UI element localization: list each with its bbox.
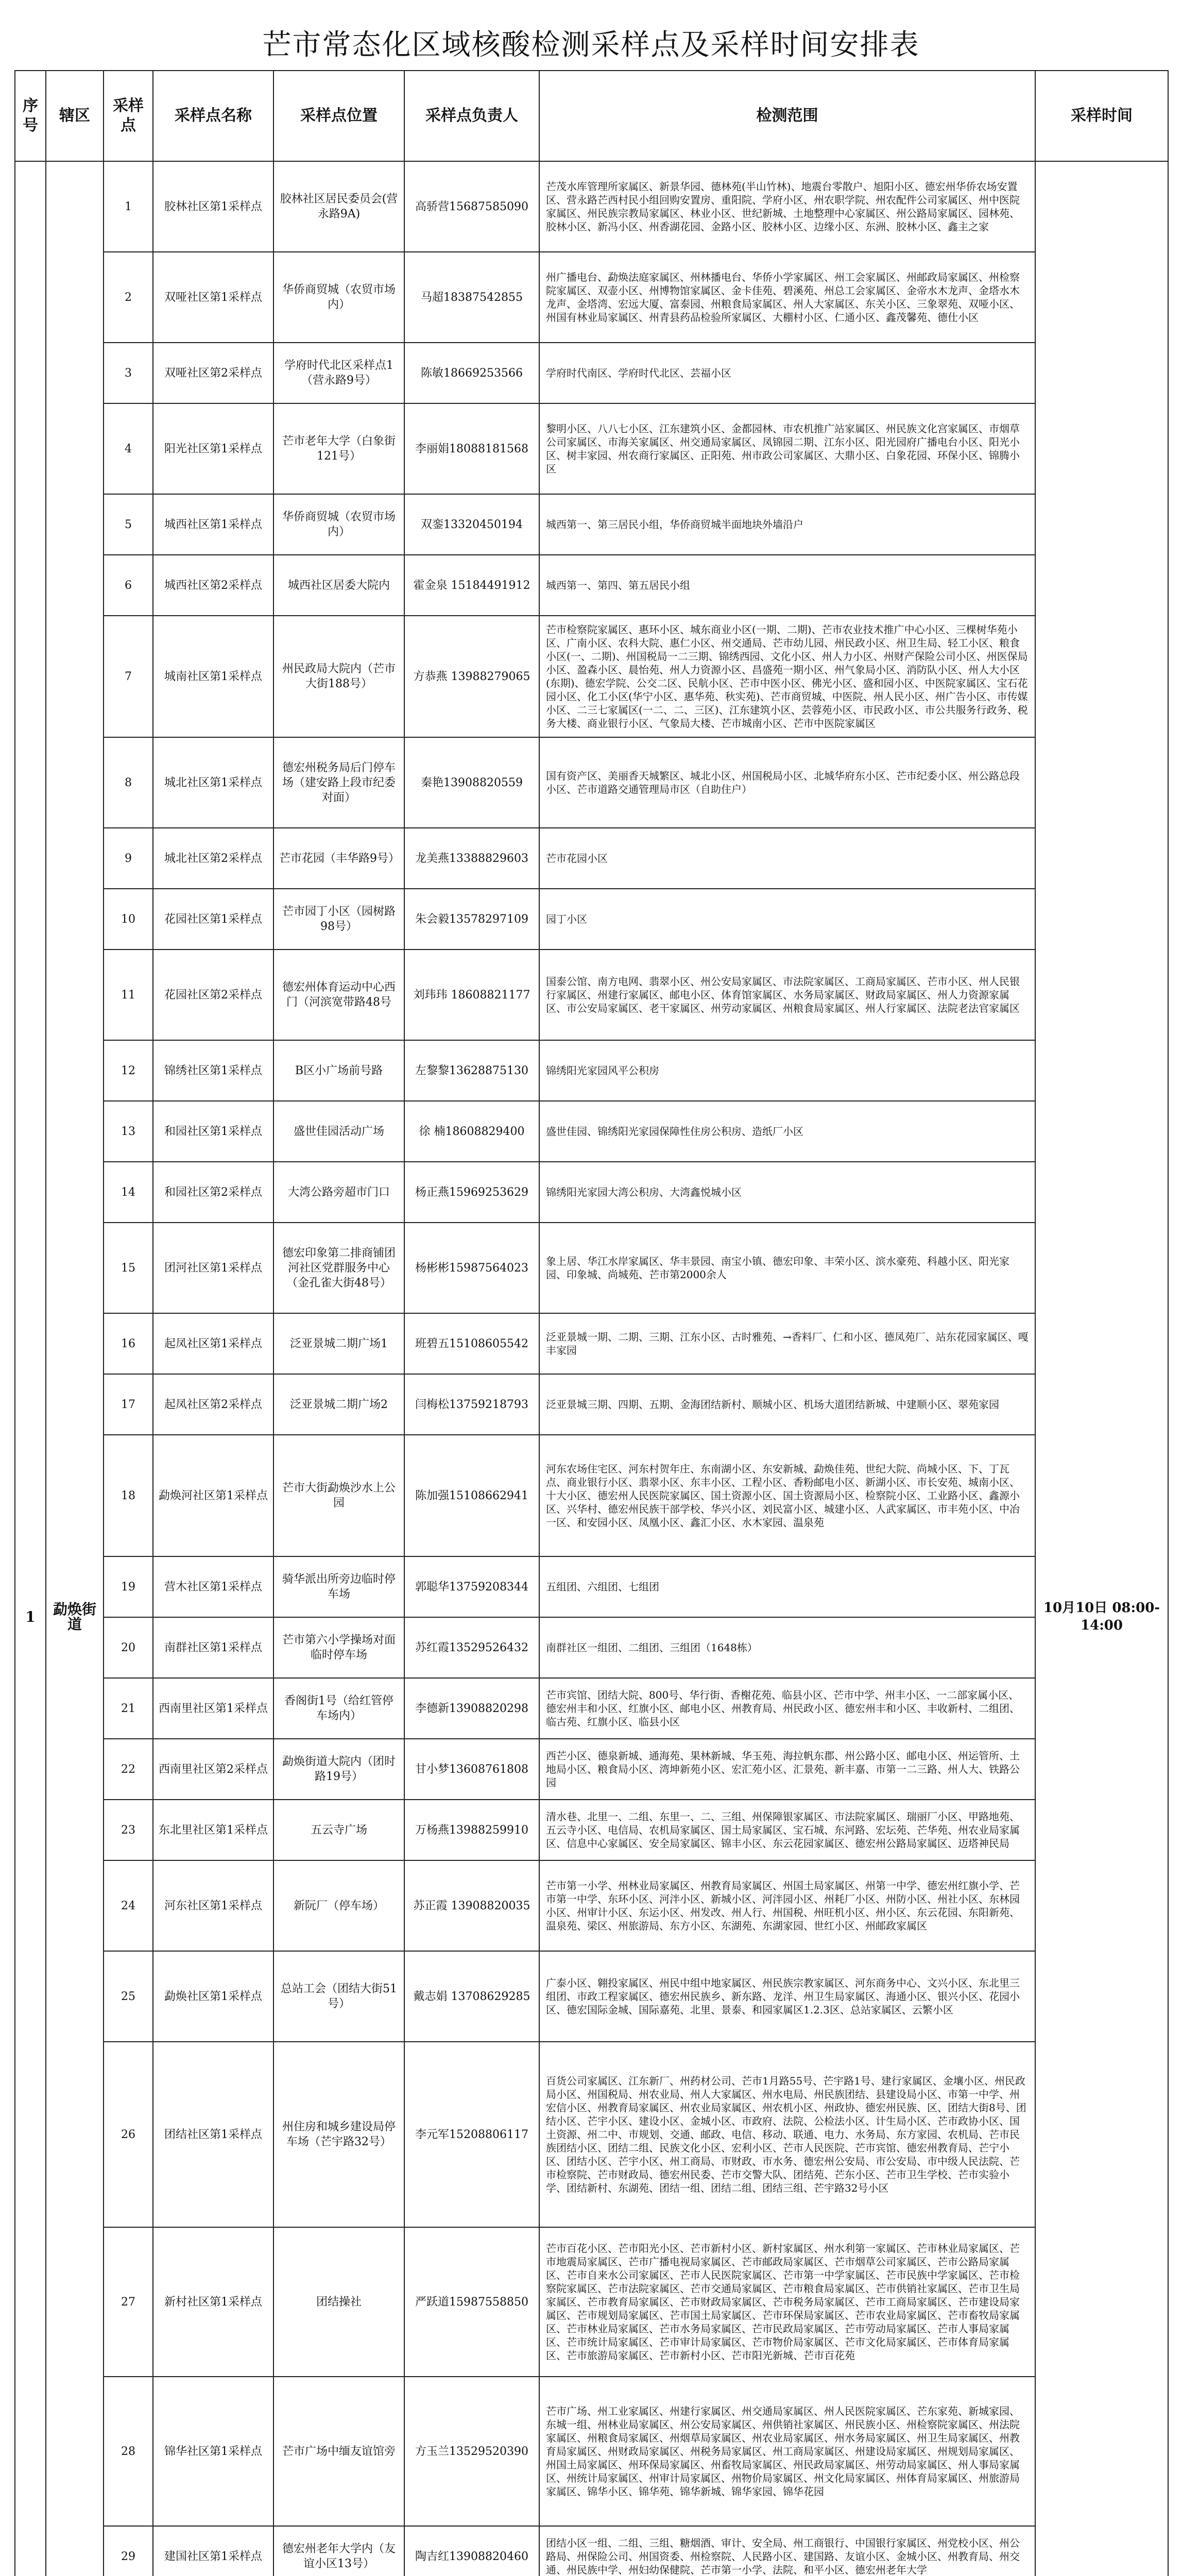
table-row	[15, 828, 1168, 889]
person-cell: 霍金泉 15184491912	[404, 555, 539, 616]
point-number-cell: 26	[104, 2042, 153, 2227]
person-cell: 苏红霞13529526432	[404, 1617, 539, 1678]
point-name-cell: 胶林社区第1采样点	[153, 161, 273, 252]
person-cell: 陈敏18669253566	[404, 343, 539, 403]
table-row	[15, 1739, 1168, 1800]
point-name-cell: 建国社区第1采样点	[153, 2526, 273, 2576]
point-number-cell: 29	[104, 2526, 153, 2576]
table-row	[15, 1374, 1168, 1435]
scope-cell: 锦绣阳光家园大湾公积房、大湾鑫悦城小区	[539, 1162, 1035, 1223]
point-location-cell: B区小广场前号路	[273, 1040, 404, 1101]
point-name-cell: 营木社区第1采样点	[153, 1556, 273, 1617]
scope-cell: 国有资产区、美丽香天城繁区、城北小区、州国税局小区、北城华府东小区、芒市纪委小区、州公路总段小区、芒市道路交通管理局市区（自助住户）	[539, 737, 1035, 828]
point-name-cell: 东北里社区第1采样点	[153, 1800, 273, 1860]
scope-cell: 城西第一、第四、第五居民小组	[539, 555, 1035, 616]
point-location-cell: 新阮厂（停车场）	[273, 1860, 404, 1951]
point-number-cell: 12	[104, 1040, 153, 1101]
scope-cell: 芒市花园小区	[539, 828, 1035, 889]
scope-cell: 芒市第一小学、州林业局家属区、州教育局家属区、州国土局家属区、州第一中学、德宏州红旗小学、芒市第一中学、东环小区、河泮小区、新城小区、河泮园小区、州耗厂小区、州防小区、州社小区、东林园小区、州审计小区、东运小区、州发改、州人行、州国税、州旺机小区、州小区、东云花园、东阳新苑、温泉苑、梁区、州旅游局、东方小区、东湖苑、东湖家园、世红小区、州邮政家属区	[539, 1860, 1035, 1951]
scope-cell: 芒市宾馆、团结大院、800号、华行街、香榭花苑、临县小区、芒市中学、州丰小区、一二部家属小区、德宏州丰和小区、红旗小区、邮电小区、州教育局、州民政小区、德宏州丰和小区、丰收新村、二组团、临古苑、红旗小区、临县小区	[539, 1678, 1035, 1739]
table-row	[15, 2042, 1168, 2227]
point-number-cell: 22	[104, 1739, 153, 1800]
scope-cell: 芒市广场、州工业家属区、州建行家属区、州交通局家属区、州人民医院家属区、芒东家苑、新城家园、东城一组、州林业局家属区、州公安局家属区、州供销社家属区、州民族小区、州检察院家属区、州法院家属区、州粮食局家属区、州烟草局家属区、州农业局家属区、州水务局家属区、州卫生局家属区、州教育局家属区、州财政局家属区、州税务局家属区、州工商局家属区、州建设局家属区、州规划局家属区、州国土局家属区、州环保局家属区、州畜牧局家属区、州民政局家属区、州劳动局家属区、州人事局家属区、州统计局家属区、州审计局家属区、州物价局家属区、州文化局家属区、州体育局家属区、州旅游局家属区、锦华小区、锦华苑、锦华新城、锦华家园、锦华花园	[539, 2377, 1035, 2526]
point-number-cell: 1	[104, 161, 153, 252]
header-scope: 检测范围	[539, 71, 1035, 161]
point-number-cell: 14	[104, 1162, 153, 1223]
scope-cell: 泛亚景城三期、四期、五期、金海团结新村、顺城小区、机场大道团结新城、中建顺小区、翠苑家园	[539, 1374, 1035, 1435]
point-name-cell: 勐焕社区第1采样点	[153, 1951, 273, 2042]
person-cell: 杨彬彬15987564023	[404, 1223, 539, 1313]
point-number-cell: 23	[104, 1800, 153, 1860]
point-number-cell: 8	[104, 737, 153, 828]
table-row	[15, 161, 1168, 252]
point-name-cell: 城北社区第1采样点	[153, 737, 273, 828]
point-number-cell: 19	[104, 1556, 153, 1617]
person-cell: 戴志娟 13708629285	[404, 1951, 539, 2042]
point-number-cell: 28	[104, 2377, 153, 2526]
point-name-cell: 起凤社区第1采样点	[153, 1313, 273, 1374]
header-seq: 序号	[15, 71, 46, 161]
scope-cell: 锦绣阳光家园风平公积房	[539, 1040, 1035, 1101]
person-cell: 龙美燕13388829603	[404, 828, 539, 889]
point-location-cell: 泛亚景城二期广场2	[273, 1374, 404, 1435]
table-row	[15, 889, 1168, 950]
point-name-cell: 城西社区第2采样点	[153, 555, 273, 616]
table-row	[15, 403, 1168, 494]
point-location-cell: 德宏州税务局后门停车场（建安路上段市纪委对面）	[273, 737, 404, 828]
scope-cell: 城西第一、第三居民小组，华侨商贸城半面地块外墙沿户	[539, 494, 1035, 555]
point-name-cell: 河东社区第1采样点	[153, 1860, 273, 1951]
point-location-cell: 香阁街1号（给红管停车场内）	[273, 1678, 404, 1739]
point-number-cell: 7	[104, 616, 153, 737]
point-location-cell: 勐焕街道大院内（团时路19号）	[273, 1739, 404, 1800]
point-name-cell: 南群社区第1采样点	[153, 1617, 273, 1678]
table-row	[15, 1162, 1168, 1223]
point-name-cell: 阳光社区第1采样点	[153, 403, 273, 494]
table-row	[15, 1617, 1168, 1678]
point-location-cell: 胶林社区居民委员会(营永路9A)	[273, 161, 404, 252]
scope-cell: 团结小区一组、二组、三组、糖烟酒、审计、安全局、州工商银行、中国银行家属区、州党校小区、州公路局、州保险公司、州国资委、州检察院、人民路小区、建国路、友谊小区、金城小区、州教育局、州交通、州民族中学、州妇幼保健院、芒市第一小学、法院、和平小区、德宏州老年大学	[539, 2526, 1035, 2576]
point-location-cell: 盛世佳园活动广场	[273, 1101, 404, 1162]
table-row	[15, 1556, 1168, 1617]
scope-cell: 芒市百花小区、芒市阳光小区、芒市新村小区、新村家属区、州水利第一家属区、芒市林业局家属区、芒市地震局家属区、芒市广播电视局家属区、芒市邮政局家属区、芒市烟草公司家属区、芒市公路局家属区、芒市自来水公司家属区、芒市人民医院家属区、芒市第一中学家属区、芒市民族中学家属区、芒市检察院家属区、芒市法院家属区、芒市交通局家属区、芒市粮食局家属区、芒市供销社家属区、芒市卫生局家属区、芒市教育局家属区、芒市财政局家属区、芒市税务局家属区、芒市工商局家属区、芒市建设局家属区、芒市规划局家属区、芒市国土局家属区、芒市环保局家属区、芒市农业局家属区、芒市畜牧局家属区、芒市林业局家属区、芒市水务局家属区、芒市民政局家属区、芒市劳动局家属区、芒市人事局家属区、芒市统计局家属区、芒市审计局家属区、芒市物价局家属区、芒市文化局家属区、芒市体育局家属区、芒市旅游局家属区、芒市新村小区、芒市阳光新城、芒市百花苑	[539, 2227, 1035, 2377]
point-number-cell: 5	[104, 494, 153, 555]
person-cell: 李德新13908820298	[404, 1678, 539, 1739]
scope-cell: 南群社区一组团、二组团、三组团（1648栋）	[539, 1617, 1035, 1678]
person-cell: 方恭燕 13988279065	[404, 616, 539, 737]
point-location-cell: 芒市老年大学（白象街121号）	[273, 403, 404, 494]
point-number-cell: 10	[104, 889, 153, 950]
point-name-cell: 起凤社区第2采样点	[153, 1374, 273, 1435]
point-number-cell: 11	[104, 950, 153, 1040]
table-row	[15, 950, 1168, 1040]
point-number-cell: 16	[104, 1313, 153, 1374]
person-cell: 万杨燕13988259910	[404, 1800, 539, 1860]
scope-cell: 园丁小区	[539, 889, 1035, 950]
point-number-cell: 3	[104, 343, 153, 403]
point-location-cell: 华侨商贸城（农贸市场内）	[273, 252, 404, 343]
scope-cell: 象上居、华江水岸家属区、华丰景园、南宝小镇、德宏印象、丰荣小区、滨水豪苑、科越小区、阳光家园、印象城、尚城苑、芒市第2000余人	[539, 1223, 1035, 1313]
point-name-cell: 双哑社区第1采样点	[153, 252, 273, 343]
header-person: 采样点负责人	[404, 71, 539, 161]
point-location-cell: 州民政局大院内（芒市大街188号）	[273, 616, 404, 737]
scope-cell: 黎明小区、八八七小区、江东建筑小区、金都园林、市农机推广站家属区、州民族文化宫家属区、市烟草公司家属区、市海关家属区、州交通局家属区、凤锦园二期、江东小区、阳光园府广播电台小区、阳光小区、树丰家园、州农商行家属区、正阳苑、州市政公司家属区、大鼎小区、白象花园、环保小区、锦腾小区	[539, 403, 1035, 494]
point-number-cell: 9	[104, 828, 153, 889]
point-name-cell: 花园社区第1采样点	[153, 889, 273, 950]
table-header-row	[15, 71, 1168, 161]
point-number-cell: 13	[104, 1101, 153, 1162]
table-row	[15, 1313, 1168, 1374]
point-number-cell: 20	[104, 1617, 153, 1678]
person-cell: 李丽娟18088181568	[404, 403, 539, 494]
scope-cell: 广泰小区、翱投家属区、州民中组中地家属区、州民族宗教家属区、河东商务中心、文兴小区、东北里三组团、市政工程家属区、德宏州民族乡、新东路、龙洋、州卫生局家属区、海通小区、银兴小区、花园小区、德宏国际金城、国际嘉苑、北里、景泰、和园家属区1.2.3区、总站家属区、云繁小区	[539, 1951, 1035, 2042]
point-location-cell: 大湾公路旁超市门口	[273, 1162, 404, 1223]
point-location-cell: 华侨商贸城（农贸市场内）	[273, 494, 404, 555]
table-row	[15, 2227, 1168, 2377]
person-cell: 徐 楠18608829400	[404, 1101, 539, 1162]
point-name-cell: 团结社区第1采样点	[153, 2042, 273, 2227]
scope-cell: 学府时代南区、学府时代北区、芸福小区	[539, 343, 1035, 403]
person-cell: 刘玮玮 18608821177	[404, 950, 539, 1040]
table-row	[15, 494, 1168, 555]
table-row	[15, 1951, 1168, 2042]
person-cell: 李元军15208806117	[404, 2042, 539, 2227]
table-row	[15, 2377, 1168, 2526]
table-row	[15, 343, 1168, 403]
scope-cell: 五组团、六组团、七组团	[539, 1556, 1035, 1617]
person-cell: 郭聪华13759208344	[404, 1556, 539, 1617]
scope-cell: 盛世佳园、锦绣阳光家园保障性住房公积房、造纸厂小区	[539, 1101, 1035, 1162]
table-row	[15, 555, 1168, 616]
point-name-cell: 和园社区第2采样点	[153, 1162, 273, 1223]
point-location-cell: 团结操社	[273, 2227, 404, 2377]
seq-cell: 1	[15, 161, 46, 2576]
person-cell: 马超18387542855	[404, 252, 539, 343]
point-number-cell: 25	[104, 1951, 153, 2042]
point-location-cell: 芒市花园（丰华路9号）	[273, 828, 404, 889]
point-location-cell: 芒市第六小学操场对面临时停车场	[273, 1617, 404, 1678]
sampling-time-cell: 10月10日 08:00-14:00	[1035, 161, 1168, 2576]
header-district: 辖区	[46, 71, 104, 161]
point-name-cell: 和园社区第1采样点	[153, 1101, 273, 1162]
scope-cell: 芒茂水库管理所家属区、新景华园、德林苑(半山竹林)、地震台零散户、旭阳小区、德宏州华侨农场安置区、营永路芒西村民小组回购安置房、重阳院、学府小区、州农职学院、州农配件公司家属区、州中医院家属区、州民族宗教局家属区、林业小区、世纪新城、土地整理中心家属区、州公路局家属区、园林苑、胶林小区、新冯小区、州香湖花园、金路小区、胶林小区、边缘小区、东洲、胶林小区、鑫主之家	[539, 161, 1035, 252]
person-cell: 朱会毅13578297109	[404, 889, 539, 950]
point-number-cell: 27	[104, 2227, 153, 2377]
point-number-cell: 17	[104, 1374, 153, 1435]
point-location-cell: 德宏州老年大学内（友谊小区13号）	[273, 2526, 404, 2576]
point-number-cell: 24	[104, 1860, 153, 1951]
header-point-name: 采样点名称	[153, 71, 273, 161]
table-body	[15, 161, 1168, 2576]
district-cell: 勐焕街道	[46, 161, 104, 2576]
scope-cell: 西芒小区、德泉新城、通海苑、果林新城、华玉苑、海拉帆东郡、州公路小区、邮电小区、州运管所、土地局小区、粮食局小区、湾坤新苑小区、宏汇苑小区、汇景苑、新丰嘉、市第一二三路、州人大、铁路公园	[539, 1739, 1035, 1800]
person-cell: 秦艳13908820559	[404, 737, 539, 828]
scope-cell: 清水巷、北里一、二组、东里一、二、三组、州保障银家属区、市法院家属区、瑞丽厂小区、甲路地苑、五云寺小区、电信局、农机局家属区、国土局家属区、宝石城、东河路、宏坛苑、芒华苑、州农业局家属区、信息中心家属区、安全局家属区、锦丰小区、东云花园家属区、德宏州公路局家属区、迈塔神民局	[539, 1800, 1035, 1860]
point-name-cell: 城西社区第1采样点	[153, 494, 273, 555]
point-location-cell: 德宏州体育运动中心西门（河滨宽带路48号	[273, 950, 404, 1040]
table-row	[15, 1860, 1168, 1951]
header-point: 采样点	[104, 71, 153, 161]
point-location-cell: 泛亚景城二期广场1	[273, 1313, 404, 1374]
point-number-cell: 18	[104, 1435, 153, 1556]
point-location-cell: 城西社区居委大院内	[273, 555, 404, 616]
point-location-cell: 总站工会（团结大街51号）	[273, 1951, 404, 2042]
table-row	[15, 1435, 1168, 1556]
point-name-cell: 西南里社区第2采样点	[153, 1739, 273, 1800]
table-row	[15, 616, 1168, 737]
scope-cell: 国泰公馆、南方电网、翡翠小区、州公安局家属区、市法院家属区、工商局家属区、芒市小区、州人民银行家属区、州建行家属区、邮电小区、体育馆家属区、水务局家属区、财政局家属区、州人力资源家属区、市公安局家属区、老干家属区、州劳动家属区、州粮食局家属区、州人行家属区、法院老法官家属区	[539, 950, 1035, 1040]
scope-cell: 州广播电台、勐焕法庭家属区、州林播电台、华侨小学家属区、州工会家属区、州邮政局家属区、州检察院家属区、双壶小区、州博物馆家属区、金卡佳苑、碧溪苑、州总工会家属区、金帝水木龙声、金塔水木龙声、金塔湾、宏远大厦、富泰园、州粮食局家属区、州人大家属区、东关小区、三象翠苑、双哑小区、州国有林业局家属区、州青县药品检验所家属区、大棚村小区、仁通小区、鑫茂馨苑、德仕小区	[539, 252, 1035, 343]
person-cell: 陈加强15108662941	[404, 1435, 539, 1556]
person-cell: 高骄营15687585090	[404, 161, 539, 252]
person-cell: 甘小梦13608761808	[404, 1739, 539, 1800]
header-point-location: 采样点位置	[273, 71, 404, 161]
point-location-cell: 州住房和城乡建设局停车场（芒宇路32号）	[273, 2042, 404, 2227]
table-row	[15, 2526, 1168, 2576]
person-cell: 左黎黎13628875130	[404, 1040, 539, 1101]
document-title: 芒市常态化区域核酸检测采样点及采样时间安排表	[262, 28, 920, 62]
point-number-cell: 15	[104, 1223, 153, 1313]
point-name-cell: 团河社区第1采样点	[153, 1223, 273, 1313]
point-number-cell: 2	[104, 252, 153, 343]
sampling-schedule-table	[14, 70, 1169, 2576]
table-row	[15, 1101, 1168, 1162]
point-name-cell: 双哑社区第2采样点	[153, 343, 273, 403]
scope-cell: 泛亚景城一期、二期、三期、江东小区、古时雅苑、→香料厂、仁和小区、德凤苑厂、站东花园家属区、嘎丰家园	[539, 1313, 1035, 1374]
point-name-cell: 新村社区第1采样点	[153, 2227, 273, 2377]
point-name-cell: 锦绣社区第1采样点	[153, 1040, 273, 1101]
point-number-cell: 6	[104, 555, 153, 616]
point-location-cell: 学府时代北区采样点1（营永路9号）	[273, 343, 404, 403]
header-time: 采样时间	[1035, 71, 1168, 161]
point-name-cell: 城南社区第1采样点	[153, 616, 273, 737]
point-name-cell: 西南里社区第1采样点	[153, 1678, 273, 1739]
person-cell: 严跃道15987558850	[404, 2227, 539, 2377]
point-location-cell: 骑华派出所旁边临时停车场	[273, 1556, 404, 1617]
table-row	[15, 1223, 1168, 1313]
scope-cell: 芒市检察院家属区、惠环小区、城东商业小区(一期、二期)、芒市农业技术推广中心小区、三棵树华苑小区、广南小区、农科大院、惠仁小区、州交通局、芒市幼儿园、州民政小区、州卫生局、轻工小区、粮食小区(一、二期)、州国税局一二三期、锦绣西园、文化小区、州人力小区、州财产保险公司小区、州医保局小区、盈森小区、晨怡苑、州人力资源小区、昌盛苑一期小区、州气象局小区、消防队小区、州人大小区(东期)、德宏学院、公交二区、民航小区、芒市中医小区、佛光小区、盛和园小区、中医院家属区、宝石花园小区、化工小区(华宁小区、惠华苑、秋实苑)、芒市商贸城、中医院、州人民小区、州广告小区、市传媒小区、二三七家属区(一二、二、三区)、江东建筑小区、芸蓉苑小区、市民政小区、市公共服务行政务、税务大楼、商业银行小区、气象局大楼、芒市城南小区、芒市中医院家属区	[539, 616, 1035, 737]
point-location-cell: 芒市广场中缅友谊馆旁	[273, 2377, 404, 2526]
point-number-cell: 4	[104, 403, 153, 494]
table-row	[15, 737, 1168, 828]
person-cell: 闫梅松13759218793	[404, 1374, 539, 1435]
scope-cell: 百货公司家属区、江东新厂、州药材公司、芒市1月路55号、芒宇路1号、建行家属区、金壤小区、州民政局小区、州国税局、州农业局、州人大家属区、州水电局、州民族团结、县建设局小区、市第一中学、州宏信小区、州教育局家属区、州农业局家属区、州农机小区、州政协、德宏州民族、区、团结大街8号、团结小区、芒宇小区、建设小区、金城小区、市政府、法院、公检法小区、计生局小区、芒市政协小区、国土资源、州二中、市规划、交通、邮政、电信、移动、联通、电力、水务局、东方家园、农机局、芒市民族团结小区、团结二组、民族文化小区、宏利小区、芒市人民医院、芒市宾馆、德宏州教育局、芒宁小区、团结小区、芒宇小区、州工商局、市财政、市水务、德宏州公安局、市公安局、市中级人民法院、芒市检察院、芒市财政局、德宏州民委、芒市交警大队、团结苑、芒东小区、芒市卫生学校、芒市实验小学、团结新村、东湖苑、团结一组、团结二组、团结三组、芒宇路32号小区	[539, 2042, 1035, 2227]
table-row	[15, 1040, 1168, 1101]
point-name-cell: 勐焕河社区第1采样点	[153, 1435, 273, 1556]
person-cell: 杨正燕15969253629	[404, 1162, 539, 1223]
person-cell: 苏正霞 13908820035	[404, 1860, 539, 1951]
table-row	[15, 1678, 1168, 1739]
scope-cell: 河东农场住宅区、河东村贺年庄、东南湖小区、东安新城、勐焕佳苑、世纪大院、尚城小区、下、丁瓦点、商业银行小区、翡翠小区、东丰小区、工程小区、香粉邮电小区、新湖小区、市长安苑、城南小区、十大小区、德宏州人民医院家属区、国土资源小区、国土资源局小区、检察院小区、工业路小区、鑫源小区、兴华村、德宏州民族干部学校、华兴小区、刘民富小区、城建小区、人武家属区、市丰苑小区、中冶一区、和安园小区、凤凰小区、鑫汇小区、水木家园、温泉苑	[539, 1435, 1035, 1556]
person-cell: 双銮13320450194	[404, 494, 539, 555]
person-cell: 班碧五15108605542	[404, 1313, 539, 1374]
point-location-cell: 芒市园丁小区（园树路98号）	[273, 889, 404, 950]
point-location-cell: 德宏印象第二排商铺团河社区党群服务中心（金孔雀大街48号）	[273, 1223, 404, 1313]
point-name-cell: 城北社区第2采样点	[153, 828, 273, 889]
point-number-cell: 21	[104, 1678, 153, 1739]
person-cell: 方玉兰13529520390	[404, 2377, 539, 2526]
point-name-cell: 花园社区第2采样点	[153, 950, 273, 1040]
point-location-cell: 五云寺广场	[273, 1800, 404, 1860]
point-location-cell: 芒市大街勐焕沙水上公园	[273, 1435, 404, 1556]
table-row	[15, 1800, 1168, 1860]
table-row	[15, 252, 1168, 343]
point-name-cell: 锦华社区第1采样点	[153, 2377, 273, 2526]
person-cell: 陶吉红13908820460	[404, 2526, 539, 2576]
